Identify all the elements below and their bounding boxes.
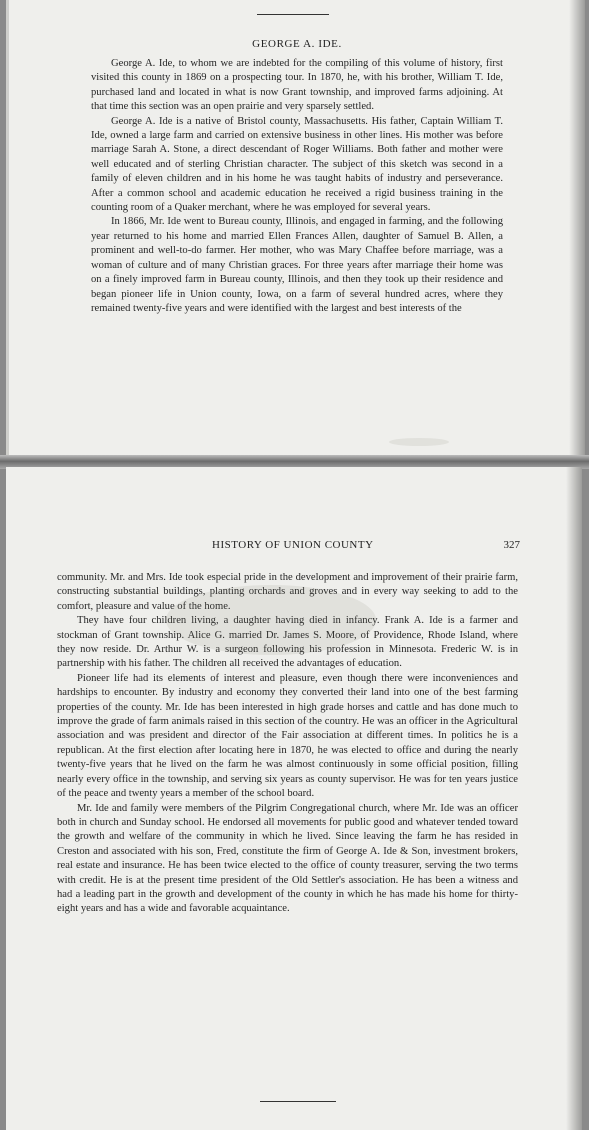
paragraph: George A. Ide is a native of Bristol county, Massachusetts. His father, Captain William T. Ide, owned a large farm and carried on extensive business in other lines. His mother was before marriage Sarah A. Stone, a direct descendant of Roger Williams. Both father and mother were well educated and of sterling Christian character. The subject of this sketch was second in a family of eleven children and in his home he was taught habits of industry and perseverance. After a common school and academic education he received a rigid business training in the counting room of a Quaker merchant, where he was employed for several years. [91, 115, 503, 214]
paragraph: community. Mr. and Mrs. Ide took especial pride in the development and improvement of their prairie farm, constructing substantial buildings, planting orchards and groves and in every way seeking to add to the comfort, pleasure and value of the home. [57, 572, 518, 612]
bottom-page [6, 467, 582, 1130]
top-body-text [91, 57, 503, 316]
paragraph: George A. Ide, to whom we are indebted for the compiling of this volume of history, first visited this county in 1869 on a prospecting tour. In 1870, he, with his brother, William T. Ide, purchased land and located in what is now Grant township, and improved farms adjoining. At that time this section was an open prairie and very sparsely settled. [91, 58, 503, 113]
bottom-rule [260, 1101, 336, 1102]
paragraph: Pioneer life had its elements of interest and pleasure, even though there were inconveniences and hardships to encounter. By industry and economy they converted their land into one of the best farming properties of the county. Mr. Ide has been interested in high grade horses and cattle and has done much to improve the grade of farm animals raised in this section of the country. He was an officer in the Agricultural association and was president and director of the Fair association at different times. In politics he is a republican. At the first election after locating here in 1870, he was elected to office and during the nearly twenty-five years that he lived on the farm he was almost continuously in some official position, filling nearly every office in the township, and serving six years as county supervisor. He was for ten years justice of the peace and twenty years a member of the school board. [57, 672, 518, 800]
top-page [6, 0, 585, 458]
page-smudge [389, 438, 449, 446]
page-smudge [166, 585, 376, 655]
top-rule [257, 14, 329, 15]
binding-shadow [566, 467, 582, 1130]
paragraph: Mr. Ide and family were members of the Pilgrim Congregational church, where Mr. Ide was an officer both in church and Sunday school. He endorsed all movements for public good and whatever tended toward the growth and welfare of the community in which he lived. Since leaving the farm he has resided in Creston and associated with his son, Fred, constitute the firm of George A. Ide & Son, investment brokers, real estate and insurance. He has been twice elected to the office of county treasurer, serving the two terms with credit. He is at the present time president of the Old Settler's association. He has been a witness and had a leading part in the growth and development of the county in which he has made his home for thirty-eight years and has a wide and favorable acquaintance. [57, 802, 518, 915]
section-heading: GEORGE A. IDE. [252, 38, 342, 50]
binding-shadow [569, 0, 585, 458]
page-number: 327 [503, 539, 520, 551]
running-head: HISTORY OF UNION COUNTY [212, 539, 374, 551]
paragraph: They have four children living, a daughter having died in infancy. Frank A. Ide is a farmer and stockman of Grant township. Alice G. married Dr. James S. Moore, of Providence, Rhode Island, where they now reside. Dr. Arthur W. is a surgeon following his profession in Minnesota. Frederic W. is in partnership with his father. The children all received the advantages of education. [57, 615, 518, 670]
paragraph: In 1866, Mr. Ide went to Bureau county, Illinois, and engaged in farming, and the following year returned to his home and married Ellen Frances Allen, daughter of Samuel B. Allen, a prominent and well-to-do farmer. Her mother, who was Mary Chaffee before marriage, was a woman of culture and of many Christian graces. For three years after marriage their home was on a finely improved farm in Bureau county, Illinois, and then they took up their residence and began pioneer life in Union county, Iowa, on a farm of several hundred acres, where they remained twenty-five years and were identified with the largest and best interests of the [91, 216, 503, 314]
